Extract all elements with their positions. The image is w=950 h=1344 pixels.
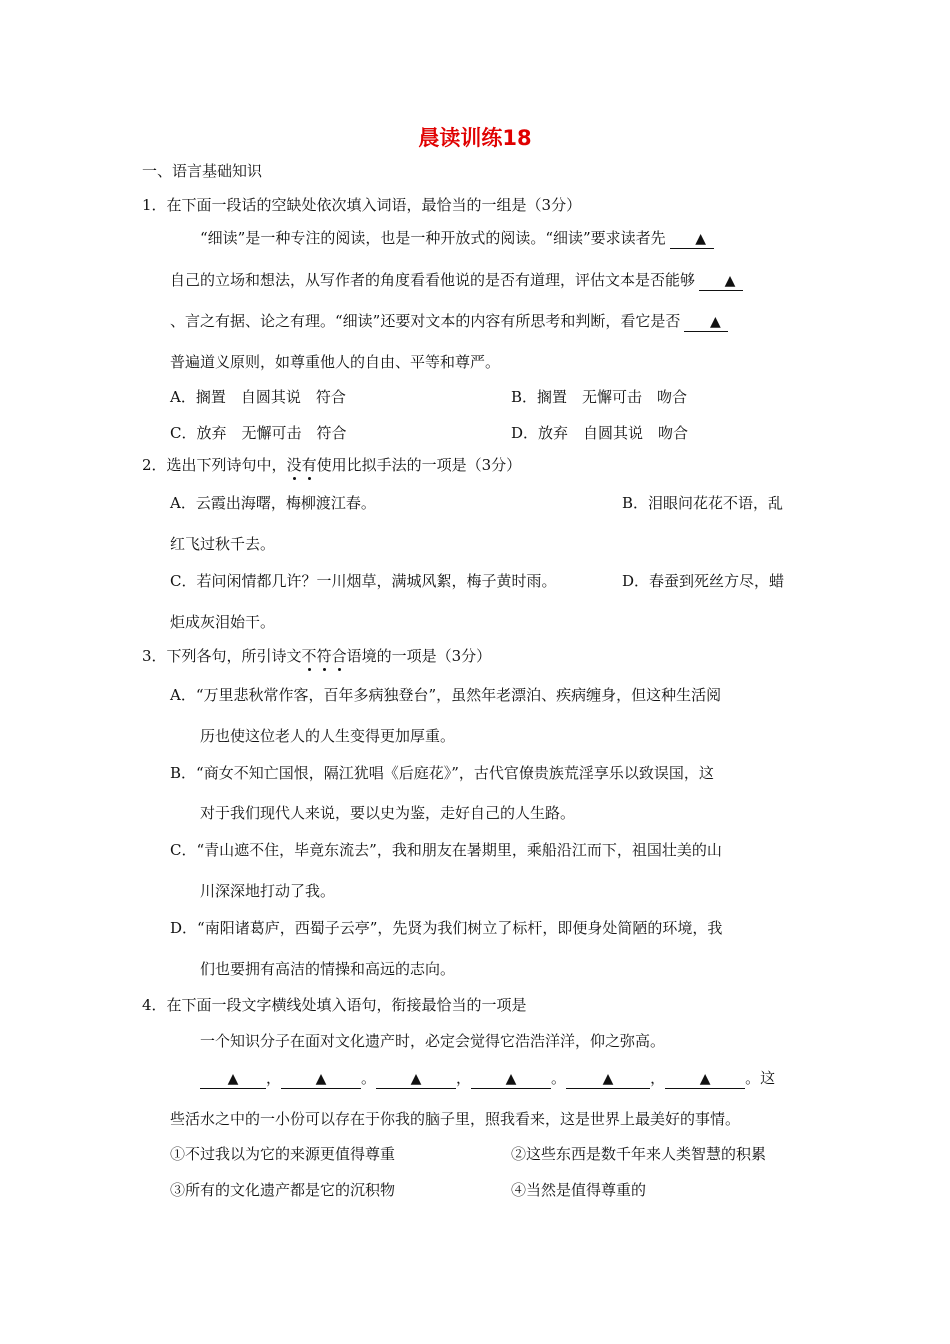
- section-heading: 一、语言基础知识: [142, 162, 263, 180]
- q1-option-a: A．搁置 自圆其说 符合: [170, 388, 346, 406]
- q1-blank-3: [684, 313, 728, 332]
- q4-option-1: ①不过我以为它的来源更值得尊重: [170, 1145, 396, 1163]
- q3-option-d-line-1: D．“南阳诸葛庐，西蜀子云亭”，先贤为我们树立了标杆，即便身处简陋的环境，我: [170, 919, 723, 937]
- blank-marker-1: ▲: [695, 231, 707, 247]
- q1-passage-line-2: 自己的立场和想法，从写作者的角度看看他说的是否有道理，评估文本是否能够 ▲: [170, 269, 743, 291]
- q3-option-c-line-1: C．“青山遮不住，毕竟东流去”，我和朋友在暑期里，乘船沿江而下，祖国壮美的山: [170, 841, 722, 859]
- q1-option-c: C．放弃 无懈可击 符合: [170, 424, 347, 442]
- q1-blank-2: [699, 272, 743, 291]
- q3-option-c-line-2: 川深深地打动了我。: [200, 882, 336, 900]
- emphasis-char: 有: [301, 456, 317, 474]
- q1-passage-line-1: “细读”是一种专注的阅读，也是一种开放式的阅读。“细读”要求读者先 ▲: [200, 227, 714, 249]
- emphasis-char: 没: [286, 456, 302, 474]
- q4-blank-4: [471, 1070, 551, 1089]
- q3-option-a-line-1: A．“万里悲秋常作客，百年多病独登台”，虽然年老漂泊、疾病缠身，但这种生活阅: [170, 686, 722, 704]
- q3-option-b-line-1: B．“商女不知亡国恨，隔江犹唱《后庭花》”，古代官僚贵族荒淫享乐以致误国，这: [170, 764, 714, 782]
- q4-passage-line-1: 一个知识分子在面对文化遗产时，必定会觉得它浩浩洋洋，仰之弥高。: [200, 1032, 666, 1050]
- q1-stem: 1．在下面一段话的空缺处依次填入词语，最恰当的一组是（3分）: [142, 196, 582, 214]
- q1-option-d: D．放弃 自圆其说 吻合: [511, 424, 689, 442]
- blank-marker: ▲: [315, 1071, 327, 1087]
- blank-marker: ▲: [602, 1071, 614, 1087]
- q2-option-c: C．若问闲情都几许？一川烟草，满城风絮，梅子黄时雨。: [170, 572, 557, 590]
- q3-option-d-line-2: 们也要拥有高洁的情操和高远的志向。: [200, 960, 456, 978]
- page-title: 晨读训练18: [418, 126, 532, 150]
- blank-marker: ▲: [505, 1071, 517, 1087]
- q2-option-b-line-2: 红飞过秋千去。: [170, 535, 276, 553]
- blank-marker: ▲: [227, 1071, 239, 1087]
- q2-option-a: A．云霞出海曙，梅柳渡江春。: [170, 494, 376, 512]
- q1-passage-line-3: 、言之有据、论之有理。“细读”还要对文本的内容有所思考和判断，看它是否 ▲: [170, 310, 728, 332]
- q2-option-b-line-1: B．泪眼问花花不语，乱: [622, 494, 784, 512]
- q4-passage-line-3: 些活水之中的一小份可以存在于你我的脑子里，照我看来，这是世界上最美好的事情。: [170, 1110, 741, 1128]
- emphasis-char: 符: [316, 647, 332, 665]
- blank-marker-3: ▲: [709, 314, 721, 330]
- q4-blank-5: [566, 1070, 650, 1089]
- q4-blanks-line: ▲ ， ▲ 。 ▲ ， ▲ 。 ▲ ， ▲ 。这: [200, 1067, 775, 1089]
- q1-blank-1: [670, 230, 714, 249]
- q3-option-a-line-2: 历也使这位老人的人生变得更加厚重。: [200, 727, 456, 745]
- q3-option-b-line-2: 对于我们现代人来说，要以史为鉴，走好自己的人生路。: [200, 804, 576, 822]
- q1-option-b: B．搁置 无懈可击 吻合: [511, 388, 688, 406]
- emphasis-char: 合: [331, 647, 347, 665]
- q3-stem: 3．下列各句，所引诗文不符合语境的一项是（3分）: [142, 647, 492, 665]
- q4-option-2: ②这些东西是数千年来人类智慧的积累: [511, 1145, 767, 1163]
- q2-option-d-line-1: D．春蚕到死丝方尽，蜡: [622, 572, 785, 590]
- q1-passage-line-4: 普遍道义原则，如尊重他人的自由、平等和尊严。: [170, 353, 501, 371]
- emphasis-char: 不: [301, 647, 317, 665]
- q4-option-4: ④当然是值得尊重的: [511, 1181, 647, 1199]
- blank-marker: ▲: [699, 1071, 711, 1087]
- q4-option-3: ③所有的文化遗产都是它的沉积物: [170, 1181, 396, 1199]
- q4-blank-2: [281, 1070, 361, 1089]
- q2-option-d-line-2: 炬成灰泪始干。: [170, 613, 276, 631]
- blank-marker-2: ▲: [724, 273, 736, 289]
- q4-stem: 4．在下面一段文字横线处填入语句，衔接最恰当的一项是: [142, 996, 527, 1014]
- q4-blank-3: [376, 1070, 456, 1089]
- q2-stem: 2．选出下列诗句中，没有使用比拟手法的一项是（3分）: [142, 456, 522, 474]
- blank-marker: ▲: [410, 1071, 422, 1087]
- q4-blank-1: [200, 1070, 266, 1089]
- q4-blank-6: [665, 1070, 745, 1089]
